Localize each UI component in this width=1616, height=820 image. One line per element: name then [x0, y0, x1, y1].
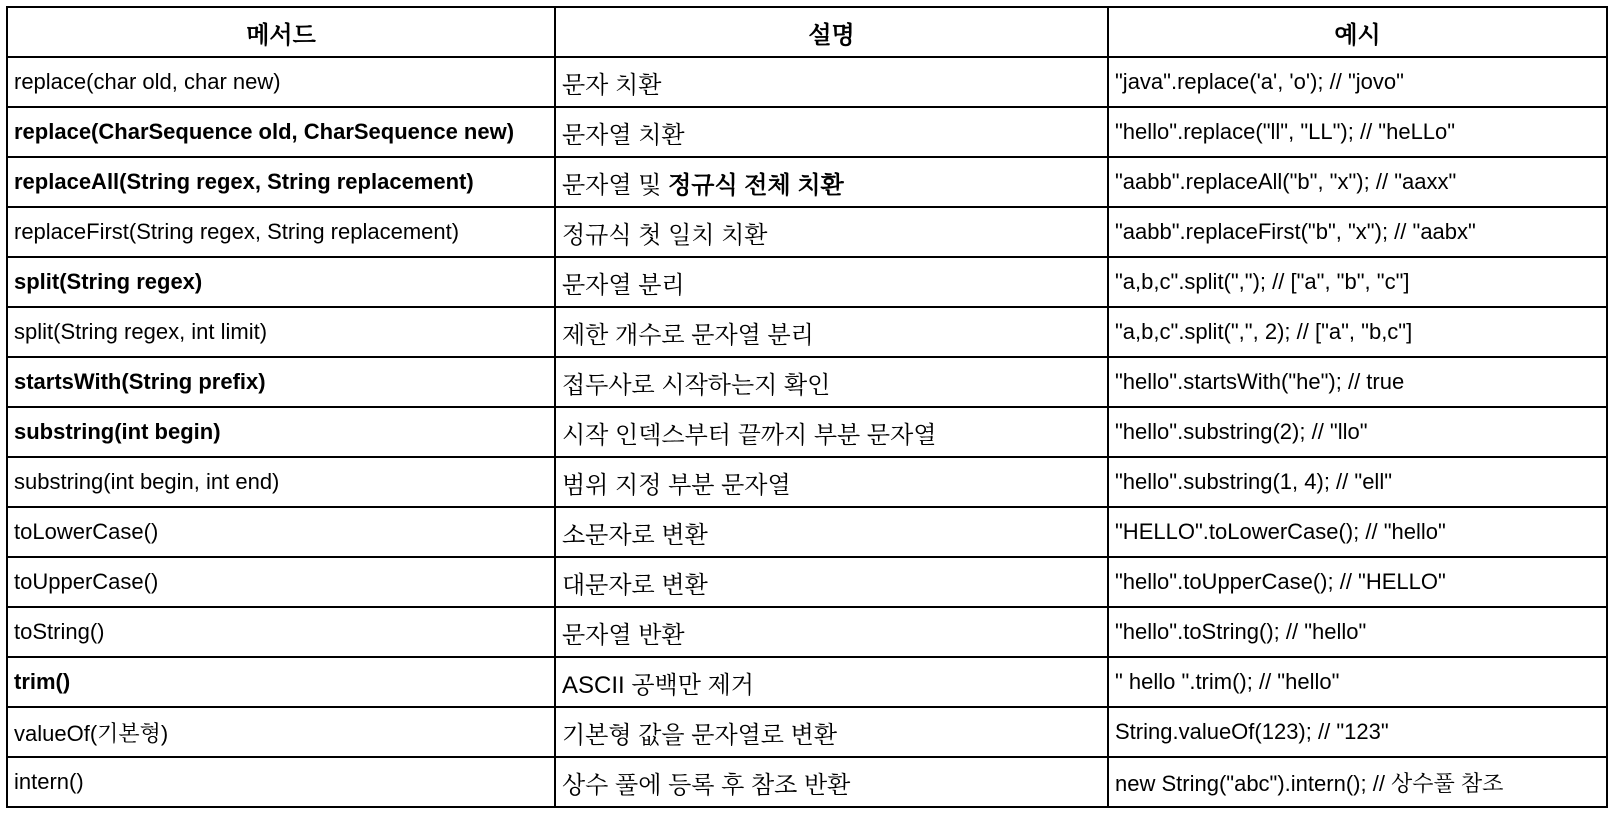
method-cell: toUpperCase() — [7, 557, 555, 607]
table-row — [7, 107, 1607, 157]
method-cell: valueOf(기본형) — [7, 707, 555, 757]
table-row — [7, 657, 1607, 707]
example-cell: "HELLO".toLowerCase(); // "hello" — [1108, 507, 1607, 557]
example-cell: "hello".startsWith("he"); // true — [1108, 357, 1607, 407]
description-cell — [555, 407, 1108, 457]
description-cell — [555, 257, 1108, 307]
table-row — [7, 557, 1607, 607]
description-cell — [555, 457, 1108, 507]
method-cell: substring(int begin, int end) — [7, 457, 555, 507]
description-cell — [555, 157, 1108, 207]
description-cell — [555, 757, 1108, 807]
method-cell: trim() — [7, 657, 555, 707]
header-example: 예시 — [1108, 7, 1607, 57]
table-container — [6, 6, 1608, 808]
example-cell: new String("abc").intern(); // 상수풀 참조 — [1108, 757, 1607, 807]
table-body — [7, 57, 1607, 807]
description-text: 문자열 분리 — [562, 271, 685, 299]
description-cell — [555, 207, 1108, 257]
table-row — [7, 157, 1607, 207]
header-method: 메서드 — [7, 7, 555, 57]
method-cell: startsWith(String prefix) — [7, 357, 555, 407]
method-cell: replaceAll(String regex, String replacement) — [7, 157, 555, 207]
description-cell — [555, 607, 1108, 657]
description-text: 상수 풀에 등록 후 참조 반환 — [562, 771, 851, 799]
method-cell: replace(CharSequence old, CharSequence new) — [7, 107, 555, 157]
description-cell — [555, 57, 1108, 107]
description-cell — [555, 507, 1108, 557]
description-text: 정규식 첫 일치 치환 — [562, 221, 768, 249]
description-text: 문자열 치환 — [562, 121, 685, 149]
table-row — [7, 757, 1607, 807]
description-cell — [555, 357, 1108, 407]
table-row — [7, 407, 1607, 457]
table-row — [7, 257, 1607, 307]
method-cell: toString() — [7, 607, 555, 657]
description-cell — [555, 707, 1108, 757]
method-cell: replace(char old, char new) — [7, 57, 555, 107]
table-row — [7, 507, 1607, 557]
string-methods-table — [6, 6, 1608, 808]
table-row — [7, 707, 1607, 757]
example-cell: " hello ".trim(); // "hello" — [1108, 657, 1607, 707]
example-cell: "aabb".replaceFirst("b", "x"); // "aabx" — [1108, 207, 1607, 257]
description-cell — [555, 557, 1108, 607]
table-row — [7, 307, 1607, 357]
description-text: 문자열 및 — [562, 171, 669, 199]
description-text: 소문자로 변환 — [562, 521, 708, 549]
method-cell: intern() — [7, 757, 555, 807]
description-text: 접두사로 시작하는지 확인 — [562, 371, 831, 399]
example-cell: "a,b,c".split(",", 2); // ["a", "b,c"] — [1108, 307, 1607, 357]
description-text: 제한 개수로 문자열 분리 — [562, 321, 814, 349]
header-row — [7, 7, 1607, 57]
method-cell: toLowerCase() — [7, 507, 555, 557]
table-row — [7, 207, 1607, 257]
method-cell: split(String regex, int limit) — [7, 307, 555, 357]
example-cell: "hello".toString(); // "hello" — [1108, 607, 1607, 657]
description-cell — [555, 307, 1108, 357]
description-text: ASCII 공백만 제거 — [562, 671, 754, 699]
table-row — [7, 607, 1607, 657]
example-cell: String.valueOf(123); // "123" — [1108, 707, 1607, 757]
description-text: 문자열 반환 — [562, 621, 685, 649]
example-cell: "hello".toUpperCase(); // "HELLO" — [1108, 557, 1607, 607]
table-row — [7, 357, 1607, 407]
method-cell: split(String regex) — [7, 257, 555, 307]
description-text: 기본형 값을 문자열로 변환 — [562, 721, 838, 749]
description-emphasis: 정규식 전체 치환 — [668, 171, 844, 199]
example-cell: "hello".replace("ll", "LL"); // "heLLo" — [1108, 107, 1607, 157]
example-cell: "aabb".replaceAll("b", "x"); // "aaxx" — [1108, 157, 1607, 207]
description-text: 시작 인덱스부터 끝까지 부분 문자열 — [562, 421, 937, 449]
table-row — [7, 457, 1607, 507]
example-cell: "java".replace('a', 'o'); // "jovo" — [1108, 57, 1607, 107]
description-text: 범위 지정 부분 문자열 — [562, 471, 791, 499]
method-cell: substring(int begin) — [7, 407, 555, 457]
description-cell — [555, 657, 1108, 707]
example-cell: "hello".substring(2); // "llo" — [1108, 407, 1607, 457]
example-cell: "a,b,c".split(","); // ["a", "b", "c"] — [1108, 257, 1607, 307]
header-description: 설명 — [555, 7, 1108, 57]
method-cell: replaceFirst(String regex, String replacement) — [7, 207, 555, 257]
description-text: 대문자로 변환 — [562, 571, 708, 599]
table-row — [7, 57, 1607, 107]
description-cell — [555, 107, 1108, 157]
description-text: 문자 치환 — [562, 71, 662, 99]
example-cell: "hello".substring(1, 4); // "ell" — [1108, 457, 1607, 507]
